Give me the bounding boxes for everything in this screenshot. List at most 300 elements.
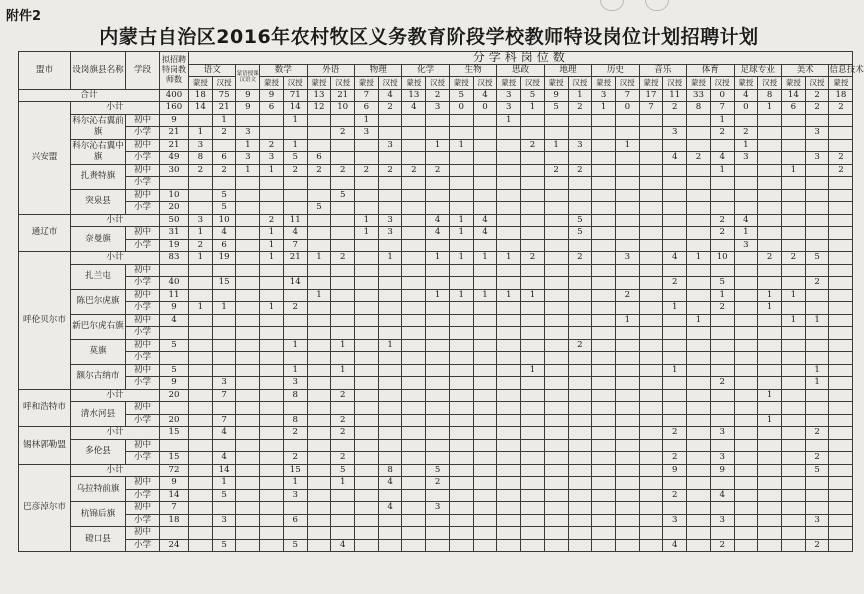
subtotal-cell: [426, 427, 450, 440]
teaching-mongolian-header: 蒙授: [355, 77, 379, 90]
data-row: [19, 327, 853, 340]
value-cell: [544, 414, 568, 427]
value-cell: [307, 527, 331, 540]
value-cell: 2: [283, 302, 307, 315]
value-cell: [687, 127, 711, 140]
subtotal-cell: 5: [805, 252, 829, 265]
subtotal-label: 小计: [71, 464, 160, 477]
value-cell: [521, 539, 545, 552]
value-cell: [568, 377, 592, 390]
data-row: [19, 289, 853, 302]
total-cell: 14: [781, 89, 805, 102]
value-cell: [402, 339, 426, 352]
value-cell: 49: [160, 152, 189, 165]
value-cell: [781, 139, 805, 152]
subtotal-cell: 1: [307, 252, 331, 265]
value-cell: [521, 402, 545, 415]
subtotal-cell: 14: [189, 102, 213, 115]
value-cell: [236, 527, 260, 540]
subtotal-cell: 9: [710, 464, 734, 477]
value-cell: 1: [805, 364, 829, 377]
subtotal-cell: 5: [568, 214, 592, 227]
value-cell: [734, 164, 758, 177]
value-cell: [497, 352, 521, 365]
value-cell: 2: [402, 164, 426, 177]
value-cell: [829, 352, 853, 365]
value-cell: [521, 477, 545, 490]
value-cell: [805, 402, 829, 415]
value-cell: [592, 377, 616, 390]
value-cell: [402, 402, 426, 415]
subtotal-cell: [568, 464, 592, 477]
value-cell: [734, 539, 758, 552]
value-cell: [592, 177, 616, 190]
data-row: [19, 477, 853, 490]
value-cell: 2: [615, 289, 639, 302]
value-cell: [378, 289, 402, 302]
value-cell: [260, 114, 284, 127]
value-cell: [805, 527, 829, 540]
value-cell: 5: [212, 202, 236, 215]
value-cell: [615, 127, 639, 140]
banner-name: 扎赉特旗: [71, 164, 126, 189]
value-cell: [544, 264, 568, 277]
value-cell: [331, 439, 355, 452]
value-cell: [829, 502, 853, 515]
value-cell: [260, 314, 284, 327]
teaching-mongolian-header: 蒙授: [544, 77, 568, 90]
teaching-chinese-header: 汉授: [426, 77, 450, 90]
subtotal-cell: [307, 464, 331, 477]
value-cell: [521, 414, 545, 427]
value-cell: [544, 114, 568, 127]
value-cell: [710, 177, 734, 190]
value-cell: 21: [160, 127, 189, 140]
value-cell: [639, 489, 663, 502]
value-cell: 18: [160, 514, 189, 527]
subtotal-cell: [307, 214, 331, 227]
value-cell: [687, 114, 711, 127]
value-cell: [592, 452, 616, 465]
subtotal-cell: 8: [283, 389, 307, 402]
value-cell: [639, 239, 663, 252]
value-cell: [734, 514, 758, 527]
banner-name: 陈巴尔虎旗: [71, 289, 126, 314]
value-cell: [497, 377, 521, 390]
value-cell: [355, 502, 379, 515]
value-cell: [212, 289, 236, 302]
value-cell: 1: [283, 477, 307, 490]
value-cell: [236, 189, 260, 202]
value-cell: [592, 327, 616, 340]
value-cell: [426, 402, 450, 415]
value-cell: [236, 339, 260, 352]
value-cell: [402, 227, 426, 240]
value-cell: [307, 364, 331, 377]
value-cell: 2: [710, 127, 734, 140]
value-cell: [426, 114, 450, 127]
value-cell: 15: [212, 277, 236, 290]
teaching-mongolian-header: 蒙授: [829, 77, 853, 90]
value-cell: [781, 127, 805, 140]
value-cell: [639, 227, 663, 240]
subtotal-cell: 1: [449, 214, 473, 227]
value-cell: 4: [212, 452, 236, 465]
subtotal-cell: 14: [283, 102, 307, 115]
value-cell: [687, 414, 711, 427]
value-cell: [521, 452, 545, 465]
value-cell: [615, 514, 639, 527]
value-cell: [449, 327, 473, 340]
subtotal-cell: 1: [758, 389, 782, 402]
value-cell: [307, 177, 331, 190]
subtotal-cell: [687, 427, 711, 440]
value-cell: [710, 239, 734, 252]
value-cell: [805, 227, 829, 240]
value-cell: [805, 264, 829, 277]
total-cell: 3: [497, 89, 521, 102]
subtotal-row: [19, 427, 853, 440]
subtotal-cell: 12: [307, 102, 331, 115]
value-cell: 1: [426, 139, 450, 152]
value-cell: 1: [615, 314, 639, 327]
value-cell: [212, 439, 236, 452]
subtotal-cell: 4: [426, 214, 450, 227]
header-banner: 设岗旗县名称: [71, 52, 126, 90]
teaching-chinese-header: 汉授: [378, 77, 402, 90]
value-cell: [758, 114, 782, 127]
subtotal-cell: [378, 389, 402, 402]
total-label: 合计: [19, 89, 160, 102]
subtotal-cell: 21: [212, 102, 236, 115]
data-row: [19, 502, 853, 515]
total-cell: 33: [687, 89, 711, 102]
subtotal-cell: [473, 389, 497, 402]
value-cell: [663, 164, 687, 177]
value-cell: [544, 377, 568, 390]
value-cell: [781, 364, 805, 377]
value-cell: [378, 452, 402, 465]
teaching-chinese-header: 汉授: [473, 77, 497, 90]
subtotal-cell: 2: [805, 427, 829, 440]
teaching-chinese-header: 汉授: [663, 77, 687, 90]
teaching-chinese-header: 汉授: [710, 77, 734, 90]
value-cell: [355, 152, 379, 165]
value-cell: [449, 152, 473, 165]
value-cell: [687, 239, 711, 252]
banner-name: 多伦县: [71, 439, 126, 464]
value-cell: 4: [378, 477, 402, 490]
value-cell: [592, 539, 616, 552]
value-cell: 1: [236, 139, 260, 152]
value-cell: [592, 502, 616, 515]
value-cell: 6: [307, 152, 331, 165]
value-cell: [497, 164, 521, 177]
value-cell: [355, 402, 379, 415]
value-cell: [592, 402, 616, 415]
value-cell: [829, 402, 853, 415]
value-cell: [544, 489, 568, 502]
value-cell: [710, 314, 734, 327]
league-name: 兴安盟: [19, 102, 71, 215]
subject-header: 化学: [402, 64, 449, 77]
value-cell: [236, 514, 260, 527]
value-cell: [521, 339, 545, 352]
subtotal-cell: [592, 464, 616, 477]
total-cell: 9: [544, 89, 568, 102]
subtotal-cell: [426, 389, 450, 402]
value-cell: [331, 114, 355, 127]
value-cell: [497, 402, 521, 415]
value-cell: [734, 264, 758, 277]
value-cell: 4: [283, 227, 307, 240]
value-cell: [758, 539, 782, 552]
value-cell: [189, 264, 213, 277]
value-cell: [758, 277, 782, 290]
value-cell: [426, 339, 450, 352]
stage-cell: 初中: [126, 502, 160, 515]
subtotal-cell: 2: [568, 102, 592, 115]
value-cell: [402, 139, 426, 152]
value-cell: [307, 514, 331, 527]
value-cell: [331, 502, 355, 515]
value-cell: [160, 352, 189, 365]
value-cell: [829, 339, 853, 352]
header-subject-group: 分学科岗位数: [189, 52, 853, 65]
value-cell: [829, 302, 853, 315]
subtotal-cell: [663, 389, 687, 402]
data-row: [19, 302, 853, 315]
value-cell: [497, 239, 521, 252]
value-cell: [212, 139, 236, 152]
value-cell: [758, 527, 782, 540]
subtotal-cell: [402, 389, 426, 402]
value-cell: [710, 502, 734, 515]
value-cell: [663, 502, 687, 515]
value-cell: 2: [355, 164, 379, 177]
value-cell: [402, 414, 426, 427]
value-cell: [473, 489, 497, 502]
subtotal-cell: 2: [331, 389, 355, 402]
value-cell: [687, 302, 711, 315]
value-cell: 2: [331, 164, 355, 177]
value-cell: [473, 502, 497, 515]
subtotal-label: 小计: [71, 102, 160, 115]
value-cell: [426, 152, 450, 165]
value-cell: [307, 539, 331, 552]
teaching-mongolian-header: 蒙授: [260, 77, 284, 90]
value-cell: [355, 439, 379, 452]
value-cell: [615, 402, 639, 415]
total-cell: 4: [473, 89, 497, 102]
subtotal-cell: [663, 214, 687, 227]
value-cell: [687, 227, 711, 240]
value-cell: [307, 439, 331, 452]
value-cell: [378, 302, 402, 315]
value-cell: [402, 452, 426, 465]
value-cell: [734, 439, 758, 452]
value-cell: [449, 352, 473, 365]
value-cell: [615, 539, 639, 552]
value-cell: [521, 489, 545, 502]
value-cell: [355, 452, 379, 465]
value-cell: 4: [663, 539, 687, 552]
subtotal-cell: [687, 214, 711, 227]
subtotal-cell: [639, 427, 663, 440]
value-cell: 3: [805, 152, 829, 165]
subtotal-cell: 2: [331, 252, 355, 265]
value-cell: [189, 414, 213, 427]
value-cell: [473, 152, 497, 165]
value-cell: [758, 452, 782, 465]
subject-header: 数学: [260, 64, 307, 77]
value-cell: [758, 164, 782, 177]
value-cell: 2: [805, 452, 829, 465]
value-cell: [758, 239, 782, 252]
value-cell: 2: [544, 164, 568, 177]
value-cell: 1: [473, 289, 497, 302]
value-cell: [592, 314, 616, 327]
subtotal-cell: [615, 389, 639, 402]
subtotal-label: 小计: [71, 389, 160, 402]
value-cell: 1: [710, 289, 734, 302]
value-cell: [189, 339, 213, 352]
value-cell: 4: [378, 502, 402, 515]
value-cell: [805, 502, 829, 515]
value-cell: [189, 489, 213, 502]
value-cell: [805, 339, 829, 352]
value-cell: [615, 227, 639, 240]
value-cell: [615, 339, 639, 352]
value-cell: [378, 189, 402, 202]
subtotal-cell: 21: [283, 252, 307, 265]
total-cell: 4: [734, 89, 758, 102]
value-cell: [521, 352, 545, 365]
value-cell: [829, 139, 853, 152]
value-cell: [331, 489, 355, 502]
value-cell: 3: [283, 489, 307, 502]
value-cell: [544, 539, 568, 552]
value-cell: [497, 527, 521, 540]
value-cell: [829, 527, 853, 540]
value-cell: [283, 502, 307, 515]
value-cell: [307, 264, 331, 277]
value-cell: [260, 264, 284, 277]
value-cell: [260, 364, 284, 377]
value-cell: [805, 439, 829, 452]
stage-cell: 小学: [126, 127, 160, 140]
subtotal-cell: 8: [378, 464, 402, 477]
value-cell: [402, 527, 426, 540]
data-row: [19, 314, 853, 327]
value-cell: [710, 202, 734, 215]
value-cell: [568, 539, 592, 552]
value-cell: [449, 302, 473, 315]
value-cell: [734, 364, 758, 377]
value-cell: [497, 364, 521, 377]
value-cell: [781, 514, 805, 527]
subtotal-cell: 4: [663, 252, 687, 265]
value-cell: [781, 152, 805, 165]
value-cell: [663, 352, 687, 365]
subtotal-cell: [615, 427, 639, 440]
value-cell: [829, 289, 853, 302]
subtotal-cell: [497, 427, 521, 440]
subtotal-cell: [758, 214, 782, 227]
value-cell: [521, 227, 545, 240]
value-cell: [497, 202, 521, 215]
subtotal-cell: 6: [355, 102, 379, 115]
subtotal-cell: [260, 389, 284, 402]
subtotal-cell: 9: [663, 464, 687, 477]
total-cell: 13: [402, 89, 426, 102]
value-cell: [307, 227, 331, 240]
value-cell: 2: [189, 164, 213, 177]
value-cell: [687, 514, 711, 527]
value-cell: [189, 452, 213, 465]
data-row: [19, 139, 853, 152]
value-cell: [189, 439, 213, 452]
banner-name: 杭锦后旗: [71, 502, 126, 527]
value-cell: [805, 327, 829, 340]
subtotal-cell: [592, 252, 616, 265]
value-cell: [260, 177, 284, 190]
value-cell: 6: [283, 514, 307, 527]
value-cell: 1: [758, 414, 782, 427]
value-cell: [758, 264, 782, 277]
subtotal-cell: 5: [426, 464, 450, 477]
teaching-chinese-header: 汉授: [568, 77, 592, 90]
value-cell: 5: [283, 539, 307, 552]
value-cell: [639, 439, 663, 452]
value-cell: 1: [781, 314, 805, 327]
data-row: [19, 377, 853, 390]
value-cell: [236, 177, 260, 190]
teaching-chinese-header: 汉授: [331, 77, 355, 90]
subtotal-cell: 72: [160, 464, 189, 477]
value-cell: [426, 377, 450, 390]
subtotal-cell: 9: [236, 102, 260, 115]
value-cell: [544, 289, 568, 302]
value-cell: 3: [378, 227, 402, 240]
value-cell: [639, 477, 663, 490]
value-cell: [449, 402, 473, 415]
value-cell: [544, 452, 568, 465]
value-cell: 40: [160, 277, 189, 290]
value-cell: [615, 202, 639, 215]
value-cell: 5: [212, 189, 236, 202]
value-cell: 11: [160, 289, 189, 302]
value-cell: [189, 514, 213, 527]
value-cell: 1: [449, 227, 473, 240]
value-cell: [829, 202, 853, 215]
value-cell: [687, 489, 711, 502]
value-cell: [260, 327, 284, 340]
subtotal-cell: [189, 464, 213, 477]
value-cell: 1: [687, 314, 711, 327]
data-row: [19, 539, 853, 552]
value-cell: [544, 339, 568, 352]
value-cell: [426, 364, 450, 377]
subtotal-cell: 11: [283, 214, 307, 227]
value-cell: [544, 327, 568, 340]
value-cell: [236, 364, 260, 377]
value-cell: [568, 289, 592, 302]
value-cell: 1: [710, 114, 734, 127]
subtotal-row: [19, 389, 853, 402]
value-cell: [189, 189, 213, 202]
subtotal-cell: 50: [160, 214, 189, 227]
